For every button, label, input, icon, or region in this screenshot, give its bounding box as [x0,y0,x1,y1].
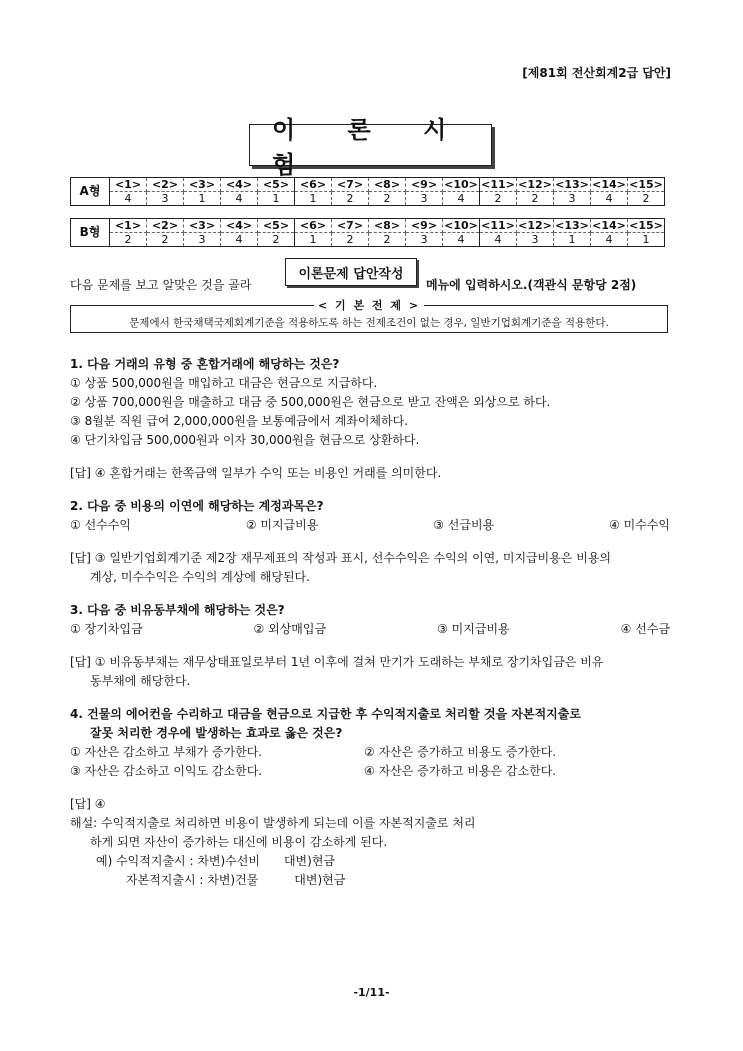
answer-value: 3 [406,233,443,247]
answer-table-a [70,177,665,206]
answer-value: 1 [628,233,665,247]
question-number: <15> [629,219,663,232]
answer-value: 1 [295,192,332,206]
answer-value: 2 [258,233,295,247]
question-number: <6> [295,219,332,233]
answer-value: 2 [332,233,369,247]
choice: ② 상품 700,000원을 매출하고 대금 중 500,000원은 현금으로 받고 잔액은 외상으로 하다. [70,395,551,409]
example-text: 예) 수익적지출시 : 차변)수선비 대변)현금 [96,854,336,868]
question-number: <13> [555,178,589,191]
premise-title: < 기 본 전 제 > [314,299,424,312]
question-3 [70,601,670,691]
answer-value: 2 [110,233,147,247]
question-2 [70,497,670,587]
answer-value: 3 [554,192,591,206]
choices [70,620,670,639]
choice: ④ 미수수익 [609,518,670,532]
answer-row [71,192,665,206]
explanation-text: 하게 되면 자산이 증가하는 대신에 비용이 감소하게 된다. [90,835,388,849]
choice: ③ 선급비용 [433,518,495,532]
answer-value: 4 [221,192,258,206]
answer-text: [답] ③ 일반기업회계기준 제2장 재무제표의 작성과 표시, 선수수익은 수익의 이연, 미지급비용은 비용의 [70,551,612,565]
question-number: <7> [332,219,369,233]
answer-value: 1 [554,233,591,247]
question-number: <3> [184,219,221,233]
answer-value: 3 [184,233,221,247]
answer-value: 2 [480,192,517,206]
instruction [70,258,670,298]
question-number: <6> [295,178,332,192]
table-label: A형 [71,178,110,206]
answer-text: 동부채에 해당한다. [90,674,191,688]
answer-row [71,233,665,247]
answer-value: 4 [591,192,628,206]
answer-value: 4 [221,233,258,247]
question-4 [70,705,670,890]
answer-value: 1 [258,192,295,206]
question-number: <3> [184,178,221,192]
question-number: <1> [110,219,147,233]
question-number: <2> [147,219,184,233]
question-number: <9> [406,219,443,233]
questions [70,355,670,890]
answer-value: 2 [369,233,406,247]
premise-box [70,299,668,333]
question-title: 4. 건물의 에어컨을 수리하고 대금을 현금으로 지급한 후 수익적지출로 처리할 것을 자본적지출로 [70,707,581,721]
choice: ④ 자산은 증가하고 비용은 감소한다. [364,764,557,778]
answer-value: 4 [110,192,147,206]
question-title: 1. 다음 거래의 유형 중 혼합거래에 해당하는 것은? [70,357,340,371]
choice: ④ 단기차입금 500,000원과 이자 30,000원을 현금으로 상환하다. [70,433,420,447]
question-number: <7> [332,178,369,192]
choices [70,743,670,762]
question-number: <14> [592,219,626,232]
answer-value: 3 [406,192,443,206]
choice: ④ 선수금 [620,622,670,636]
question-row [71,219,665,233]
question-number: <10> [444,219,478,232]
question-row [71,178,665,192]
question-number: <1> [110,178,147,192]
page-title: 이 론 시 험 [249,124,492,166]
question-number: <2> [147,178,184,192]
choices [70,516,670,535]
choice: ② 외상매입금 [253,622,327,636]
question-number: <4> [221,178,258,192]
choices [70,762,670,781]
question-number: <8> [369,219,406,233]
choice: ③ 자산은 감소하고 이익도 감소한다. [70,764,263,778]
question-title: 3. 다음 중 비유동부채에 해당하는 것은? [70,603,285,617]
answer-value: 3 [517,233,554,247]
question-number: <5> [258,219,295,233]
answer-value: 4 [591,233,628,247]
answer-value: 2 [517,192,554,206]
question-number: <14> [592,178,626,191]
menu-name-box: 이론문제 답안작성 [285,258,417,286]
question-number: <12> [518,219,552,232]
answer-text: [답] ① 비유동부채는 재무상태표일로부터 1년 이후에 걸쳐 만기가 도래하는 부채로 장기차입금은 비유 [70,655,604,669]
question-number: <4> [221,219,258,233]
answer-value: 2 [628,192,665,206]
choice: ① 자산은 감소하고 부채가 증가한다. [70,745,263,759]
answer-value: 4 [480,233,517,247]
choice: ① 장기차입금 [70,622,143,636]
question-number: <9> [406,178,443,192]
answer-value: 3 [147,192,184,206]
instruction-post: 메뉴에 입력하시오.(객관식 문항당 2점) [426,278,637,292]
question-number: <12> [518,178,552,191]
answer-value: 2 [369,192,406,206]
answer-value: 1 [184,192,221,206]
answer-value: 2 [332,192,369,206]
answer-text: 계상, 미수수익은 수익의 계상에 해당된다. [90,570,310,584]
answer-value: 4 [443,192,480,206]
answer-value: 2 [147,233,184,247]
question-number: <5> [258,178,295,192]
answer-table-b [70,218,665,247]
header-tag: [제81회 전산회계2급 답안] [522,66,671,80]
example-text: 자본적지출시 : 차변)건물 대변)현금 [126,873,346,887]
choice: ② 미지급비용 [245,518,319,532]
question-number: <8> [369,178,406,192]
instruction-pre: 다음 문제를 보고 알맞은 것을 골라 [70,278,252,292]
question-1 [70,355,670,483]
table-label: B형 [71,219,110,247]
answer-value: 4 [443,233,480,247]
question-number: <11> [481,219,515,232]
answer-text: [답] ④ [70,797,106,811]
question-number: <10> [444,178,478,191]
explanation-text: 해설: 수익적지출로 처리하면 비용이 발생하게 되는데 이를 자본적지출로 처리 [70,816,476,830]
choice: ② 자산은 증가하고 비용도 증가한다. [364,745,557,759]
question-title: 2. 다음 중 비용의 이연에 해당하는 계정과목은? [70,499,324,513]
question-number: <15> [629,178,663,191]
choice: ③ 미지급비용 [437,622,510,636]
choice: ③ 8월분 직원 급여 2,000,000원을 보통예금에서 계좌이체하다. [70,414,409,428]
question-number: <13> [555,219,589,232]
question-title: 잘못 처리한 경우에 발생하는 효과로 옳은 것은? [90,726,343,740]
answer-text: [답] ④ 혼합거래는 한쪽금액 일부가 수익 또는 비용인 거래를 의미한다. [70,466,442,480]
choice: ① 선수수익 [70,518,131,532]
question-number: <11> [481,178,515,191]
premise-text: 문제에서 한국채택국제회계기준을 적용하도록 하는 전제조건이 없는 경우, 일반기업회계기준을 적용한다. [129,317,609,329]
answer-value: 1 [295,233,332,247]
choice: ① 상품 500,000원을 매입하고 대금은 현금으로 지급하다. [70,376,378,390]
page-number: -1/11- [353,986,390,999]
